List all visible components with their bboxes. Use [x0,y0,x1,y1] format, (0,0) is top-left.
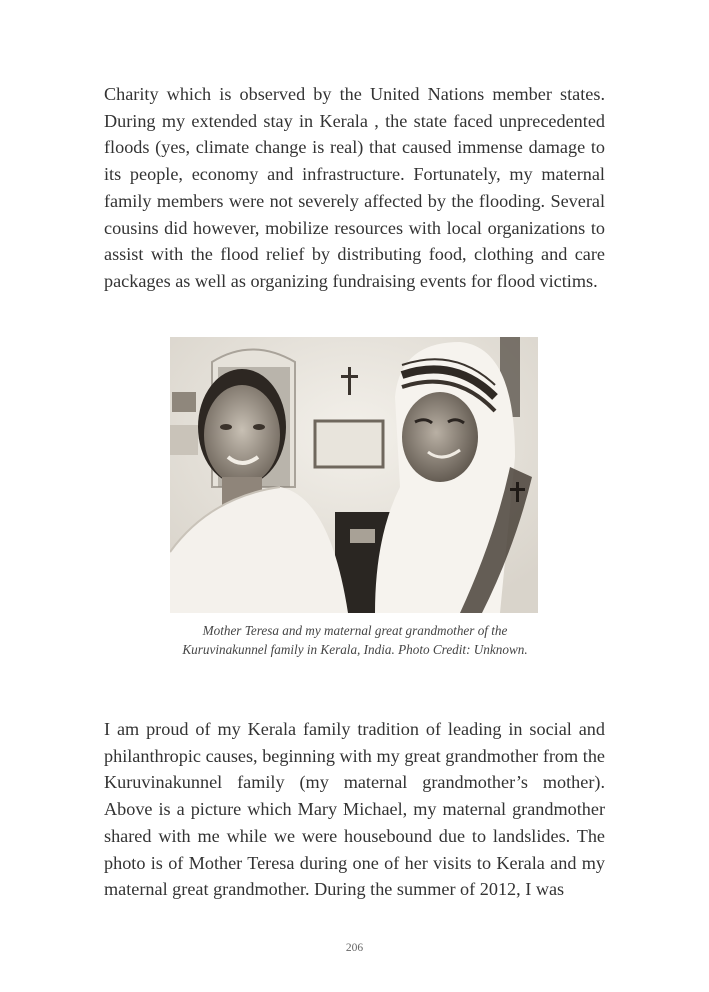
photo-caption: Mother Teresa and my maternal great grandmother of the Kuruvinakunnel family in Kerala, India. Photo Credit: Unknown. [182,623,528,657]
photo-mother-teresa [170,337,538,613]
body-paragraph-2: I am proud of my Kerala family tradition of leading in social and philanthropic causes, beginning with my great grandmother from the Kuruvinakunnel family (my maternal grandmother’s mother). Above is a picture which Mary Michael, my maternal grandmother shared with me while we were housebound due to landslides. The photo is of Mother Teresa during one of her visits to Kerala and my maternal great grandmother. During the summer of 2012, I was [104,719,605,900]
body-paragraph-1: Charity which is observed by the United Nations member states. During my extended stay in Kerala , the state faced unprecedented floods (yes, climate change is real) that caused immense damage to its people, economy and infrastructure. Fortunately, my maternal family members were not severely affected by the flooding. Several cousins did however, mobilize resources with local organizations to assist with the flood relief by distributing food, clothing and care packages as well as organizing fundraising events for flood victims. [104,84,605,291]
page-number: 206 [345,942,364,954]
photo-illustration [170,337,538,613]
